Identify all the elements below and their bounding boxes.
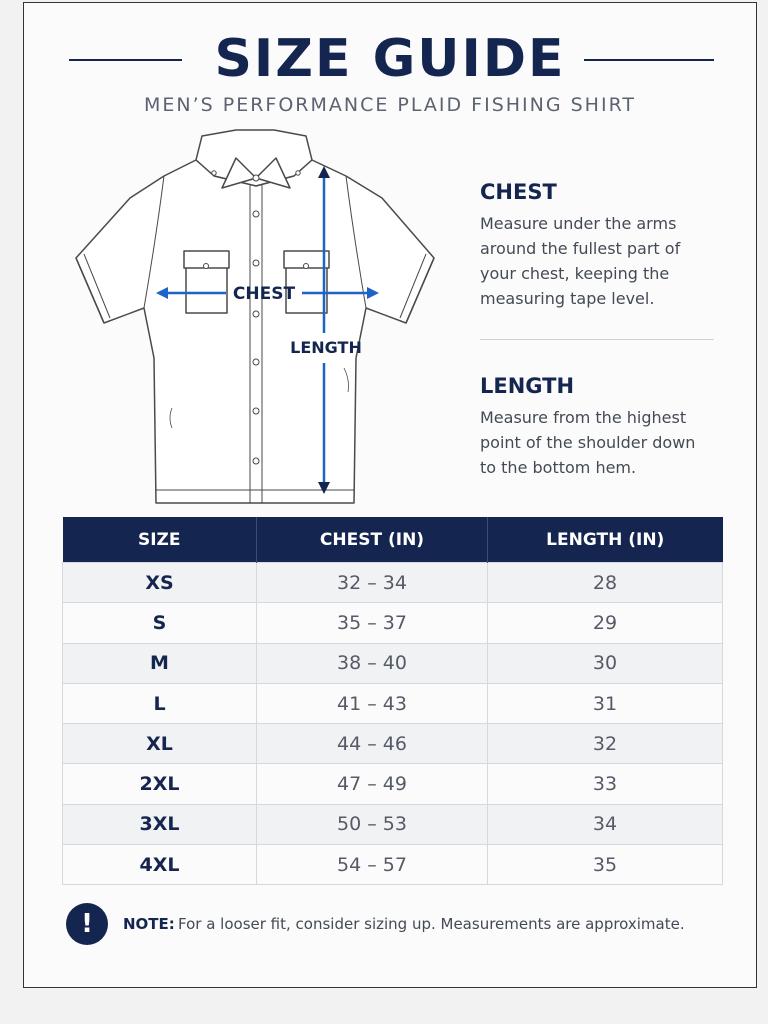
note-label: NOTE: (123, 915, 175, 933)
instructions-divider (480, 339, 714, 340)
length-heading: LENGTH (480, 374, 575, 398)
length-cell: 35 (488, 845, 723, 885)
measurement-instructions (480, 178, 720, 480)
column-header-size: SIZE (63, 517, 257, 563)
size-cell: S (63, 603, 257, 643)
chest-line: measuring tape level. (480, 289, 655, 308)
page-title: SIZE GUIDE (214, 29, 566, 89)
column-header-chest: CHEST (IN) (257, 517, 488, 563)
size-table (62, 517, 723, 885)
chest-cell: 54 – 57 (257, 845, 488, 885)
length-cell: 29 (488, 603, 723, 643)
size-cell: XS (63, 563, 257, 603)
size-cell: M (63, 643, 257, 683)
table-row (63, 683, 723, 723)
length-instructions (480, 405, 720, 480)
chest-line: Measure under the arms (480, 214, 677, 233)
table-row (63, 603, 723, 643)
chest-cell: 50 – 53 (257, 804, 488, 844)
chest-instructions (480, 211, 720, 311)
chest-cell: 35 – 37 (257, 603, 488, 643)
size-cell: 4XL (63, 845, 257, 885)
chest-label: CHEST (232, 284, 296, 304)
table-row (63, 724, 723, 764)
chest-cell: 44 – 46 (257, 724, 488, 764)
length-cell: 31 (488, 683, 723, 723)
chest-heading: CHEST (480, 180, 557, 204)
length-label: LENGTH (290, 338, 362, 357)
length-cell: 33 (488, 764, 723, 804)
chest-cell: 41 – 43 (257, 683, 488, 723)
fit-note (66, 903, 726, 947)
chest-line: around the fullest part of (480, 239, 681, 258)
chest-cell: 47 – 49 (257, 764, 488, 804)
table-row (63, 845, 723, 885)
length-cell: 30 (488, 643, 723, 683)
note-text: For a looser fit, consider sizing up. Measurements are approximate. (178, 915, 685, 933)
shirt-diagram (44, 118, 464, 513)
size-cell: 3XL (63, 804, 257, 844)
size-cell: L (63, 683, 257, 723)
chest-cell: 32 – 34 (257, 563, 488, 603)
table-row (63, 563, 723, 603)
table-header-row (63, 517, 723, 563)
chest-line: your chest, keeping the (480, 264, 670, 283)
table-row (63, 764, 723, 804)
size-cell: 2XL (63, 764, 257, 804)
length-line: to the bottom hem. (480, 458, 637, 477)
page-subtitle: MEN’S PERFORMANCE PLAID FISHING SHIRT (144, 94, 636, 116)
table-row (63, 643, 723, 683)
length-cell: 34 (488, 804, 723, 844)
column-header-length: LENGTH (IN) (488, 517, 723, 563)
size-guide-card (23, 2, 757, 988)
length-line: Measure from the highest (480, 408, 687, 427)
title-row (24, 27, 756, 91)
table-row (63, 804, 723, 844)
size-cell: XL (63, 724, 257, 764)
exclamation-icon: ! (66, 903, 108, 945)
chest-cell: 38 – 40 (257, 643, 488, 683)
length-cell: 28 (488, 563, 723, 603)
length-cell: 32 (488, 724, 723, 764)
length-line: point of the shoulder down (480, 433, 696, 452)
title-rule-right (584, 59, 714, 61)
